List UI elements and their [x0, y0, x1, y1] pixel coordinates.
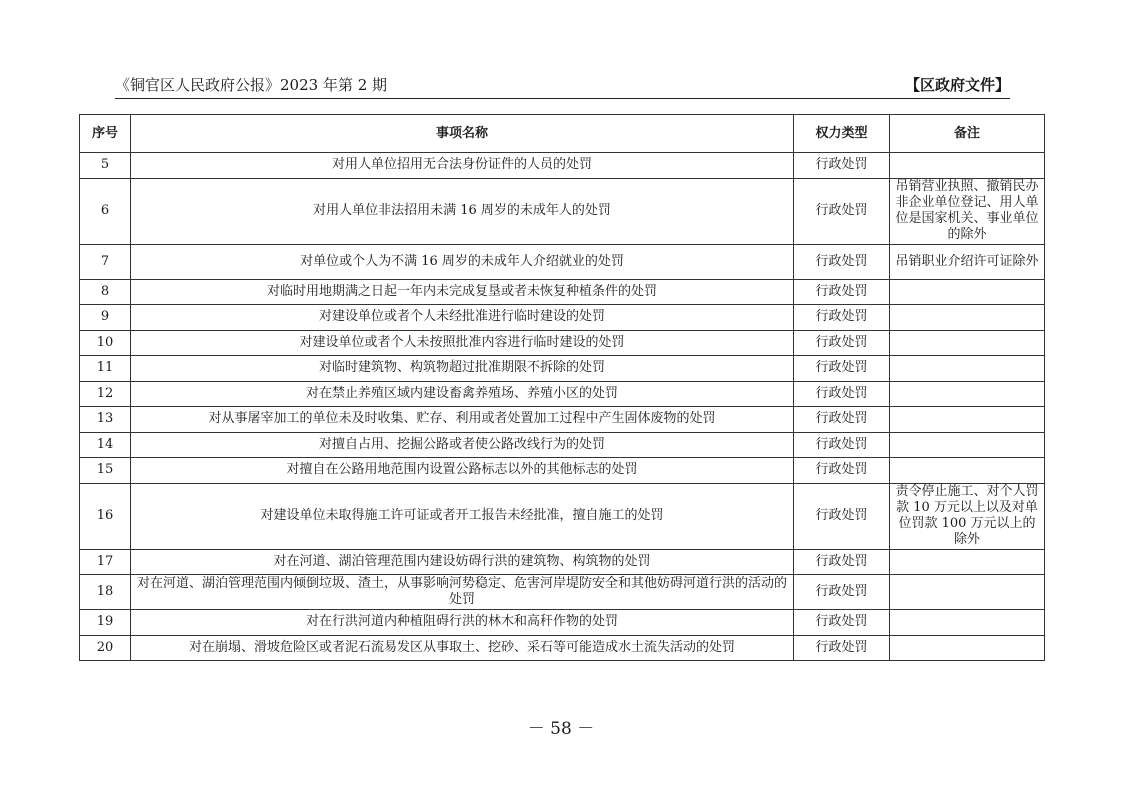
power-type: 行政处罚 — [794, 483, 890, 549]
row-number: 6 — [80, 178, 131, 244]
row-note: 吊销职业介绍许可证除外 — [890, 244, 1045, 279]
table-row — [80, 610, 1045, 636]
power-type: 行政处罚 — [794, 356, 890, 382]
power-type: 行政处罚 — [794, 244, 890, 279]
table-row — [80, 549, 1045, 575]
row-number: 15 — [80, 458, 131, 484]
row-note: 责令停止施工、对个人罚款 10 万元以上以及对单位罚款 100 万元以上的除外 — [890, 483, 1045, 549]
column-header-note: 备注 — [890, 115, 1045, 153]
row-number: 18 — [80, 575, 131, 610]
row-note — [890, 458, 1045, 484]
page-header — [115, 76, 1010, 99]
table-row — [80, 483, 1045, 549]
column-header-name: 事项名称 — [131, 115, 794, 153]
power-type: 行政处罚 — [794, 635, 890, 661]
item-name: 对在河道、湖泊管理范围内倾倒垃圾、渣土，从事影响河势稳定、危害河岸堤防安全和其他妨碍河道行洪的活动的处罚 — [131, 575, 794, 610]
row-note — [890, 305, 1045, 331]
item-name: 对在河道、湖泊管理范围内建设妨碍行洪的建筑物、构筑物的处罚 — [131, 549, 794, 575]
column-header-type: 权力类型 — [794, 115, 890, 153]
item-name: 对临时建筑物、构筑物超过批准期限不拆除的处罚 — [131, 356, 794, 382]
power-type: 行政处罚 — [794, 178, 890, 244]
row-note — [890, 330, 1045, 356]
power-type: 行政处罚 — [794, 279, 890, 305]
item-name: 对擅自占用、挖掘公路或者使公路改线行为的处罚 — [131, 432, 794, 458]
row-note — [890, 381, 1045, 407]
row-note — [890, 575, 1045, 610]
table-body — [80, 153, 1045, 661]
table-row — [80, 356, 1045, 382]
page-number: － 58 － — [527, 719, 595, 739]
item-name: 对在禁止养殖区域内建设畜禽养殖场、养殖小区的处罚 — [131, 381, 794, 407]
item-name: 对建设单位或者个人未按照批准内容进行临时建设的处罚 — [131, 330, 794, 356]
table-row — [80, 330, 1045, 356]
column-header-no: 序号 — [80, 115, 131, 153]
row-note — [890, 279, 1045, 305]
power-type: 行政处罚 — [794, 305, 890, 331]
row-note — [890, 549, 1045, 575]
row-number: 5 — [80, 153, 131, 179]
row-number: 19 — [80, 610, 131, 636]
item-name: 对在崩塌、滑坡危险区或者泥石流易发区从事取土、挖砂、采石等可能造成水土流失活动的处罚 — [131, 635, 794, 661]
row-note — [890, 153, 1045, 179]
row-number: 9 — [80, 305, 131, 331]
item-name: 对用人单位非法招用未满 16 周岁的未成年人的处罚 — [131, 178, 794, 244]
table-row — [80, 178, 1045, 244]
table-row — [80, 407, 1045, 433]
row-note: 吊销营业执照、撤销民办非企业单位登记、用人单位是国家机关、事业单位的除外 — [890, 178, 1045, 244]
power-type: 行政处罚 — [794, 458, 890, 484]
table-row — [80, 575, 1045, 610]
table-row — [80, 381, 1045, 407]
row-number: 13 — [80, 407, 131, 433]
row-number: 8 — [80, 279, 131, 305]
table-row — [80, 458, 1045, 484]
bulletin-title: 《铜官区人民政府公报》2023 年第 2 期 — [115, 76, 388, 94]
table-row — [80, 244, 1045, 279]
power-type: 行政处罚 — [794, 153, 890, 179]
row-note — [890, 432, 1045, 458]
item-name: 对建设单位未取得施工许可证或者开工报告未经批准，擅自施工的处罚 — [131, 483, 794, 549]
row-note — [890, 356, 1045, 382]
table-row — [80, 305, 1045, 331]
row-number: 12 — [80, 381, 131, 407]
table-row — [80, 635, 1045, 661]
power-type: 行政处罚 — [794, 381, 890, 407]
row-number: 7 — [80, 244, 131, 279]
item-name: 对建设单位或者个人未经批准进行临时建设的处罚 — [131, 305, 794, 331]
item-name: 对擅自在公路用地范围内设置公路标志以外的其他标志的处罚 — [131, 458, 794, 484]
power-type: 行政处罚 — [794, 330, 890, 356]
table-row — [80, 153, 1045, 179]
row-note — [890, 610, 1045, 636]
table-row — [80, 279, 1045, 305]
power-list-table — [79, 114, 1045, 661]
row-number: 11 — [80, 356, 131, 382]
power-type: 行政处罚 — [794, 610, 890, 636]
item-name: 对临时用地期满之日起一年内未完成复垦或者未恢复种植条件的处罚 — [131, 279, 794, 305]
item-name: 对单位或个人为不满 16 周岁的未成年人介绍就业的处罚 — [131, 244, 794, 279]
power-type: 行政处罚 — [794, 432, 890, 458]
row-note — [890, 635, 1045, 661]
row-number: 14 — [80, 432, 131, 458]
row-number: 10 — [80, 330, 131, 356]
table-row — [80, 432, 1045, 458]
section-label: 【区政府文件】 — [904, 76, 1010, 94]
power-type: 行政处罚 — [794, 575, 890, 610]
power-type: 行政处罚 — [794, 407, 890, 433]
row-number: 17 — [80, 549, 131, 575]
item-name: 对用人单位招用无合法身份证件的人员的处罚 — [131, 153, 794, 179]
item-name: 对在行洪河道内种植阻碍行洪的林木和高秆作物的处罚 — [131, 610, 794, 636]
row-note — [890, 407, 1045, 433]
row-number: 20 — [80, 635, 131, 661]
power-type: 行政处罚 — [794, 549, 890, 575]
item-name: 对从事屠宰加工的单位未及时收集、贮存、利用或者处置加工过程中产生固体废物的处罚 — [131, 407, 794, 433]
row-number: 16 — [80, 483, 131, 549]
table-header-row — [80, 115, 1045, 153]
